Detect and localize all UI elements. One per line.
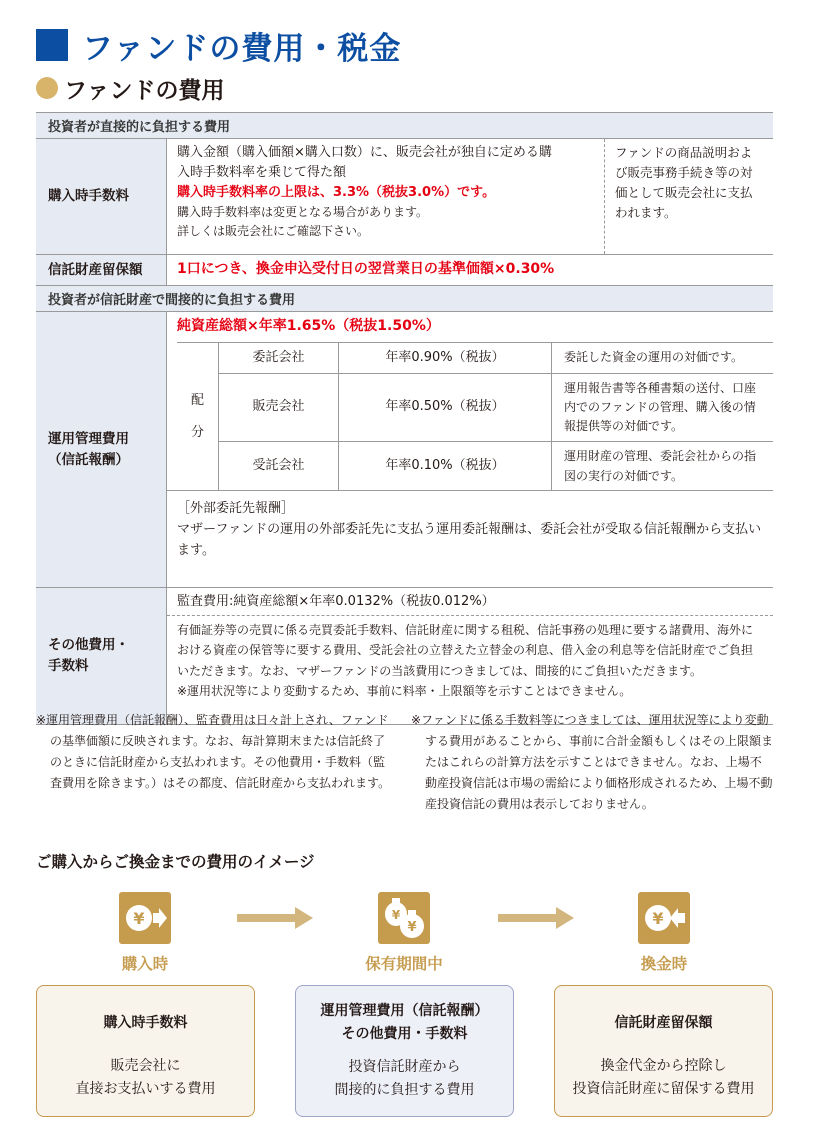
page-title <box>36 24 401 66</box>
section-subtitle <box>36 72 225 104</box>
cost-image-title: ご購入からご換金までの費用のイメージ <box>36 853 315 871</box>
stage-redemption <box>544 892 784 974</box>
management-fee-row <box>36 312 773 588</box>
holding-cost-box <box>295 985 514 1117</box>
external-fee-section <box>167 490 773 561</box>
box-title: 信託財産留保額 <box>614 1015 713 1031</box>
other-fees-row <box>36 588 773 725</box>
reserve-text: 1口につき、換金申込受付日の翌営業日の基準価額×0.30% <box>177 261 555 277</box>
page-title-text: ファンドの費用・税金 <box>82 30 402 67</box>
svg-text:¥: ¥ <box>652 909 664 928</box>
purchase-cost-box <box>36 985 255 1117</box>
purchase-fee-purpose: ファンドの商品説明および販売事務手続き等の対価として販売会社に支払われます。 <box>615 145 753 220</box>
box-line2: 投資信託財産に留保する費用 <box>572 1081 755 1098</box>
distribution-label: 配 分 <box>177 343 219 490</box>
footnote-right: ※ファンドに係る手数料等につきましては、運用状況等により変動する費用があることから、事前に合計金額もしくはその上限額またはこれらの計算方法を示すことはできません。なお、上場不動産投資信託は市場の需給により価格形成されるため、上場不動産投資信託の費用は表示しておりません。 <box>411 713 774 811</box>
stage-purchase <box>25 892 265 974</box>
svg-text:¥: ¥ <box>391 908 401 922</box>
box-title2: その他費用・手数料 <box>341 1026 468 1043</box>
purchase-line1: 購入金額（購入価額×購入口数）に、販売会社が独自に定める購 <box>177 145 552 160</box>
yen-in-icon <box>119 892 171 944</box>
external-fee-title: ［外部委託先報酬］ <box>177 501 295 516</box>
distribution-row: 販売会社 年率0.50%（税抜） 運用報告書等各種書類の送付、口座内でのファンドの管理、購入後の情報提供等の対価です。 <box>219 374 773 442</box>
title-square-icon <box>36 29 68 61</box>
direct-cost-header: 投資者が直接的に負担する費用 <box>36 113 773 139</box>
stage-label: 保有期間中 <box>365 955 443 973</box>
box-line1: 換金代金から控除し <box>600 1058 727 1075</box>
footnote-left: ※運用管理費用（信託報酬）、監査費用は日々計上され、ファンドの基準価額に反映されます。なお、毎計算期末または信託終了のときに信託財産から支払われます。その他費用・手数料（監査費用を除きます。）はその都度、信託財産から支払われます。 <box>36 713 391 790</box>
indirect-cost-header: 投資者が信託財産で間接的に負担する費用 <box>36 286 773 312</box>
box-line1: 投資信託財産から <box>348 1059 461 1076</box>
redemption-cost-box <box>554 985 773 1117</box>
purchase-fee-detail <box>167 139 605 254</box>
money-bags-icon <box>378 892 430 944</box>
yen-out-icon <box>638 892 690 944</box>
purchase-fee-row <box>36 139 773 255</box>
management-fee-label: 運用管理費用 （信託報酬） <box>36 312 167 587</box>
purchase-fee-label: 購入時手数料 <box>36 139 167 254</box>
fee-distribution-table <box>177 342 773 490</box>
box-line1: 販売会社に <box>110 1058 181 1075</box>
stage-holding <box>284 892 524 974</box>
footnotes <box>36 710 773 815</box>
purchase-note1: 購入時手数料率は変更となる場合があります。 <box>177 205 429 220</box>
other-fees-text: 有価証券等の売買に係る売買委託手数料、信託財産に関する租税、信託事務の処理に要する諸費用、海外における資産の保管等に要する費用、受託会社の立替えた立替金の利息、借入金の利息等を信託財産でご負担いただきます。なお、マザーファンドの当該費用につきましては、間接的にご負担いただきます。 <box>177 623 754 678</box>
box-line2: 直接お支払いする費用 <box>75 1081 216 1098</box>
box-title: 運用管理費用（信託報酬） <box>320 1003 489 1019</box>
stage-label: 購入時 <box>121 955 169 973</box>
audit-fee-text: 監査費用:純資産総額×年率0.0132%（税抜0.012%） <box>167 588 773 616</box>
other-fees-label: その他費用・ 手数料 <box>36 588 167 724</box>
fee-table <box>36 112 773 725</box>
reserve-row <box>36 255 773 286</box>
distribution-row: 委託会社 年率0.90%（税抜） 委託した資金の運用の対価です。 <box>219 343 773 374</box>
box-title: 購入時手数料 <box>103 1015 188 1031</box>
external-fee-text: マザーファンドの運用の外部委託先に支払う運用委託報酬は、委託会社が受取る信託報酬から支払います。 <box>177 521 762 558</box>
management-fee-total: 純資産総額×年率1.65%（税抜1.50%） <box>177 318 440 334</box>
distribution-row: 受託会社 年率0.10%（税抜） 運用財産の管理、委託会社からの指図の実行の対価です。 <box>219 442 773 491</box>
svg-text:¥: ¥ <box>133 909 145 928</box>
stage-label: 換金時 <box>640 955 688 973</box>
purchase-line2: 入時手数料率を乗じて得た額 <box>177 165 347 181</box>
svg-text:¥: ¥ <box>407 920 417 935</box>
bullet-dot-icon <box>36 77 58 99</box>
other-fees-note: ※運用状況等により変動するため、事前に料率・上限額等を示すことはできません。 <box>177 684 632 699</box>
purchase-upper-limit: 購入時手数料率の上限は、3.3%（税抜3.0%）です。 <box>177 185 496 201</box>
subtitle-text: ファンドの費用 <box>64 77 225 104</box>
purchase-note2: 詳しくは販売会社にご確認下さい。 <box>177 224 370 239</box>
reserve-label: 信託財産留保額 <box>36 255 167 285</box>
box-line2: 間接的に負担する費用 <box>334 1082 475 1099</box>
